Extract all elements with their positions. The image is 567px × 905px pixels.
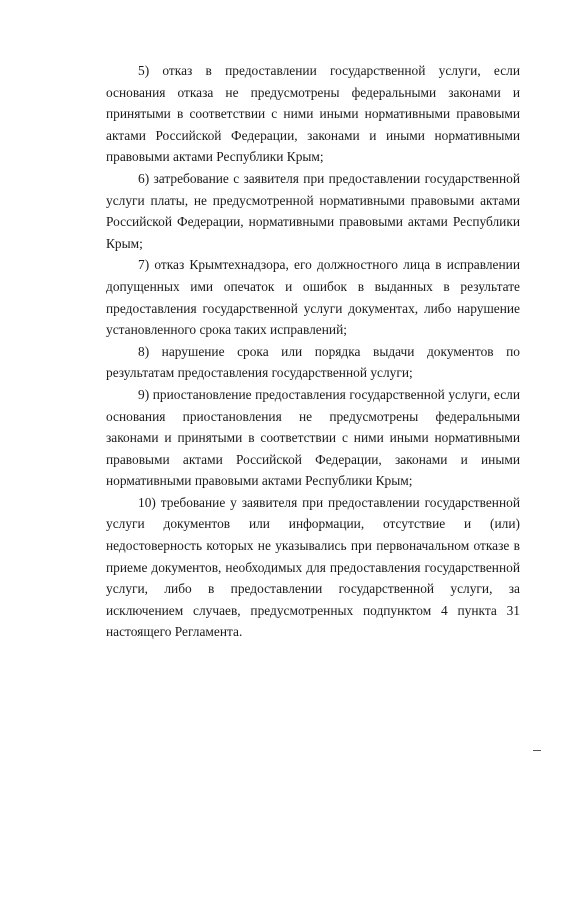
list-item-10: 10) требование у заявителя при предоставлении государственной услуги документов или информации, отсутствие и (или) недостоверность которых не указывались при первоначальном отказе в приеме документов, необходимых для предоставления государственной услуги, либо в предоставлении государственной услуги, за исключением случаев, предусмотренных подпунктом 4 пункта 31 настоящего Регламента. bbox=[106, 494, 520, 640]
list-item-8: 8) нарушение срока или порядка выдачи документов по результатам предоставления государственной услуги; bbox=[106, 343, 520, 381]
page-edge-mark bbox=[533, 750, 541, 751]
list-item-7: 7) отказ Крымтехнадзора, его должностного лица в исправлении допущенных ими опечаток и ошибок в выданных в результате предоставления государственной услуги документах, либо нарушение установленного срока таких исправлений; bbox=[106, 257, 520, 338]
list-item-6: 6) затребование с заявителя при предоставлении государственной услуги платы, не предусмотренной нормативными правовыми актами Российской Федерации, нормативными правовыми актами Республики Крым; bbox=[106, 170, 520, 251]
document-body bbox=[106, 60, 520, 643]
list-item-9: 9) приостановление предоставления государственной услуги, если основания приостановления не предусмотрены федеральными законами и принятыми в соответствии с ними иными нормативными правовыми актами Российской Федерации, законами и иными нормативными правовыми актами Республики Крым; bbox=[106, 386, 520, 489]
list-item-5: 5) отказ в предоставлении государственной услуги, если основания отказа не предусмотрены федеральными законами и принятыми в соответствии с ними иными нормативными правовыми актами Российской Федерации, законами и иными нормативными правовыми актами Республики Крым; bbox=[106, 63, 520, 165]
